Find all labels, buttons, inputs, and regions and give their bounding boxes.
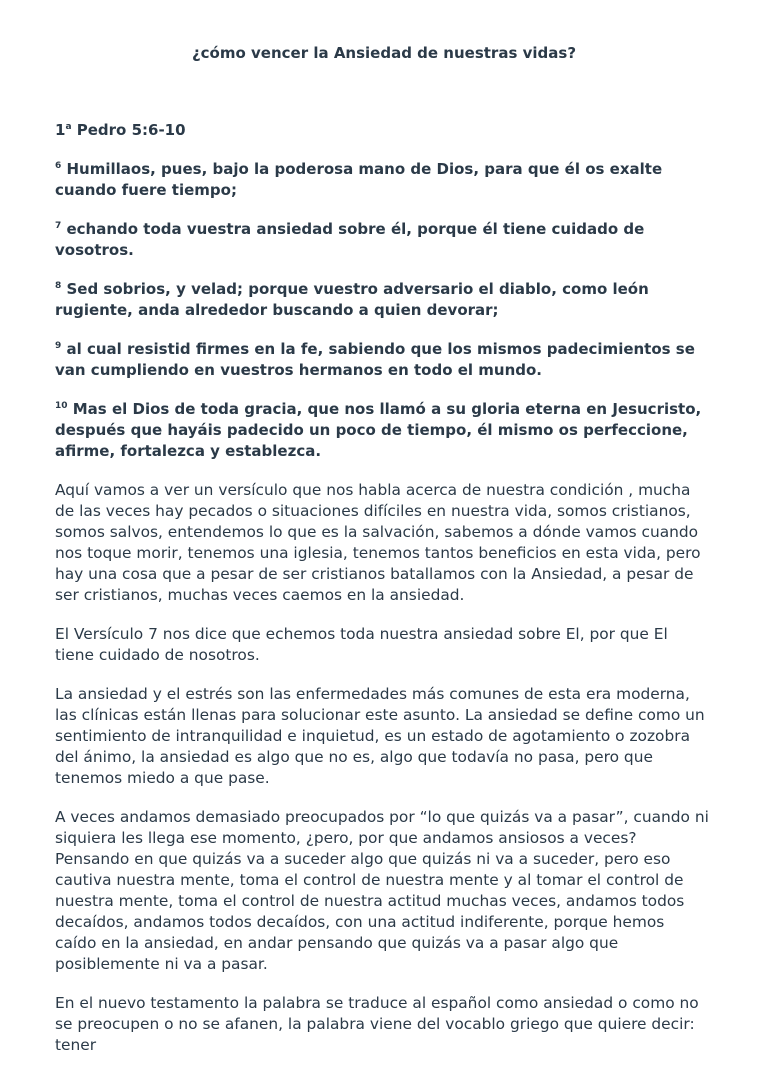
- verse-number: 8: [55, 281, 62, 291]
- verse-6: [55, 159, 710, 201]
- verse-number: 6: [55, 161, 62, 171]
- verse-text: Humillaos, pues, bajo la poderosa mano de Dios, para que él os exalte cuando fuere tiempo;: [55, 160, 663, 199]
- reference-book-number: 1: [55, 121, 66, 139]
- document-body: [55, 120, 710, 1074]
- reference-text: Pedro 5:6-10: [71, 121, 186, 139]
- scripture-reference: [55, 120, 710, 141]
- verse-text: echando toda vuestra ansiedad sobre él, porque él tiene cuidado de vosotros.: [55, 220, 645, 259]
- reference-ordinal: a: [65, 122, 72, 132]
- body-paragraph: A veces andamos demasiado preocupados por “lo que quizás va a pasar”, cuando ni siquiera les llega ese momento, ¿pero, por que andamos ansiosos a veces? Pensando en que quizás va a suceder algo que quizás ni va a suceder, pero eso cautiva nuestra mente, toma el control de nuestra mente y al tomar el control de nuestra mente, toma el control de nuestra actitud muchas veces, andamos todos decaídos, andamos todos decaídos, con una actitud indiferente, porque hemos caído en la ansiedad, en andar pensando que quizás va a pasar algo que posiblemente ni va a pasar.: [55, 808, 709, 973]
- body-paragraph: La ansiedad y el estrés son las enfermedades más comunes de esta era moderna, las clínicas están llenas para solucionar este asunto. La ansiedad se define como un sentimiento de intranquilidad e inquietud, es un estado de agotamiento o zozobra del ánimo, la ansiedad es algo que no es, algo que todavía no pasa, pero que tenemos miedo a que pase.: [55, 685, 705, 787]
- verse-number: 10: [55, 401, 68, 411]
- verse-8: [55, 279, 710, 321]
- page-title: ¿cómo vencer la Ansiedad de nuestras vidas?: [191, 44, 577, 62]
- verse-text: Sed sobrios, y velad; porque vuestro adversario el diablo, como león rugiente, anda alrededor buscando a quien devorar;: [55, 280, 649, 319]
- verse-number: 9: [55, 341, 62, 351]
- body-paragraph: Aquí vamos a ver un versículo que nos habla acerca de nuestra condición , mucha de las veces hay pecados o situaciones difíciles en nuestra vida, somos cristianos, somos salvos, entendemos lo que es la salvación, sabemos a dónde vamos cuando nos toque morir, tenemos una iglesia, tenemos tantos beneficios en esta vida, pero hay una cosa que a pesar de ser cristianos batallamos con la Ansiedad, a pesar de ser cristianos, muchas veces caemos en la ansiedad.: [55, 481, 701, 604]
- body-paragraph: En el nuevo testamento la palabra se traduce al español como ansiedad o como no se preocupen o no se afanen, la palabra viene del vocablo griego que quiere decir: tener: [55, 994, 699, 1054]
- verse-7: [55, 219, 710, 261]
- body-paragraph: El Versículo 7 nos dice que echemos toda nuestra ansiedad sobre El, por que El tiene cuidado de nosotros.: [55, 625, 668, 664]
- verse-text: Mas el Dios de toda gracia, que nos llamó a su gloria eterna en Jesucristo, después que hayáis padecido un poco de tiempo, él mismo os perfeccione, afirme, fortalezca y establezca.: [55, 400, 702, 460]
- verse-text: al cual resistid firmes en la fe, sabiendo que los mismos padecimientos se van cumpliendo en vuestros hermanos en todo el mundo.: [55, 340, 695, 379]
- verse-9: [55, 339, 710, 381]
- verse-10: [55, 399, 710, 462]
- verse-number: 7: [55, 221, 62, 231]
